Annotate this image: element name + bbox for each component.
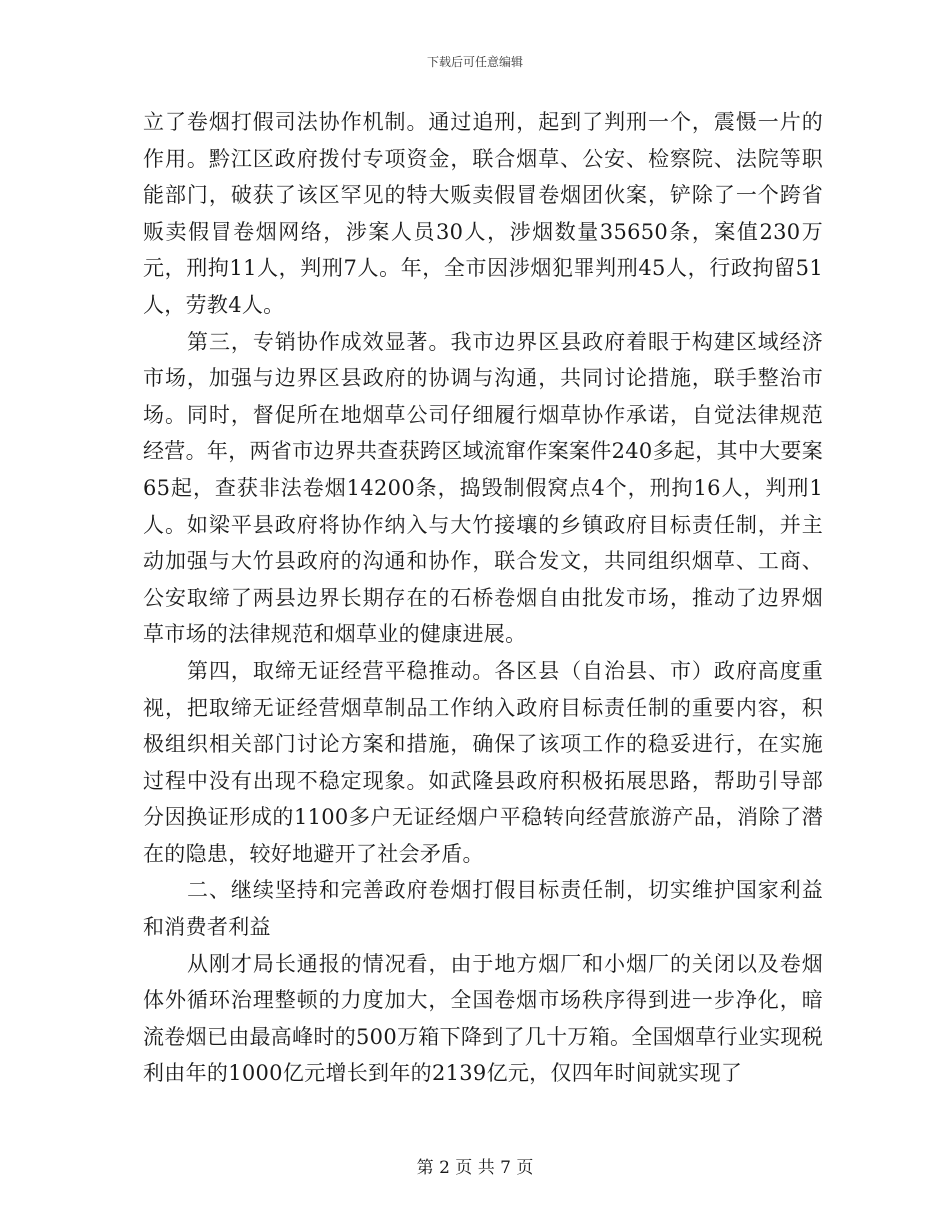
paragraph-4: 从刚才局长通报的情况看，由于地方烟厂和小烟厂的关闭以及卷烟体外循环治理整顿的力度加大，全国卷烟市场秩序得到进一步净化，暗流卷烟已由最高峰时的500万箱下降到了几十万箱。全国烟草行业实现税利由年的1000亿元增长到年的2139亿元，仅四年时间就实现了 xyxy=(143,951,823,1086)
paragraph-3: 第四，取缔无证经营平稳推动。各区县（自治县、市）政府高度重视，把取缔无证经营烟草制品工作纳入政府目标责任制的重要内容，积极组织相关部门讨论方案和措施，确保了该项工作的稳妥进行，在实施过程中没有出现不稳定现象。如武隆县政府积极拓展思路，帮助引导部分因换证形成的1100多户无证经烟户平稳转向经营旅游产品，消除了潜在的隐患，较好地避开了社会矛盾。 xyxy=(143,658,823,866)
page-header-note: 下载后可任意编辑 xyxy=(426,55,523,69)
document-body xyxy=(143,104,823,1092)
page-number: 第 2 页 共 7 页 xyxy=(416,1158,534,1178)
paragraph-2: 第三，专销协作成效显著。我市边界区县政府着眼于构建区域经济市场，加强与边界区县政府的协调与沟通，共同讨论措施，联手整治市场。同时，督促所在地烟草公司仔细履行烟草协作承诺，自觉法律规范经营。年，两省市边界共查获跨区域流窜作案案件240多起，其中大要案65起，查获非法卷烟14200条，捣毁制假窝点4个，刑拘16人，判刑1人。如梁平县政府将协作纳入与大竹接壤的乡镇政府目标责任制，并主动加强与大竹县政府的沟通和协作，联合发文，共同组织烟草、工商、公安取缔了两县边界长期存在的石桥卷烟自由批发市场，推动了边界烟草市场的法律规范和烟草业的健康进展。 xyxy=(143,329,823,647)
paragraph-1: 立了卷烟打假司法协作机制。通过追刑，起到了判刑一个，震慑一片的作用。黔江区政府拨付专项资金，联合烟草、公安、检察院、法院等职能部门，破获了该区罕见的特大贩卖假冒卷烟团伙案，铲除了一个跨省贩卖假冒卷烟网络，涉案人员30人，涉烟数量35650条，案值230万元，刑拘11人，判刑7人。年，全市因涉烟犯罪判刑45人，行政拘留51人，劳教4人。 xyxy=(143,110,823,317)
section-heading: 二、继续坚持和完善政府卷烟打假目标责任制，切实维护国家利益和消费者利益 xyxy=(143,878,823,940)
